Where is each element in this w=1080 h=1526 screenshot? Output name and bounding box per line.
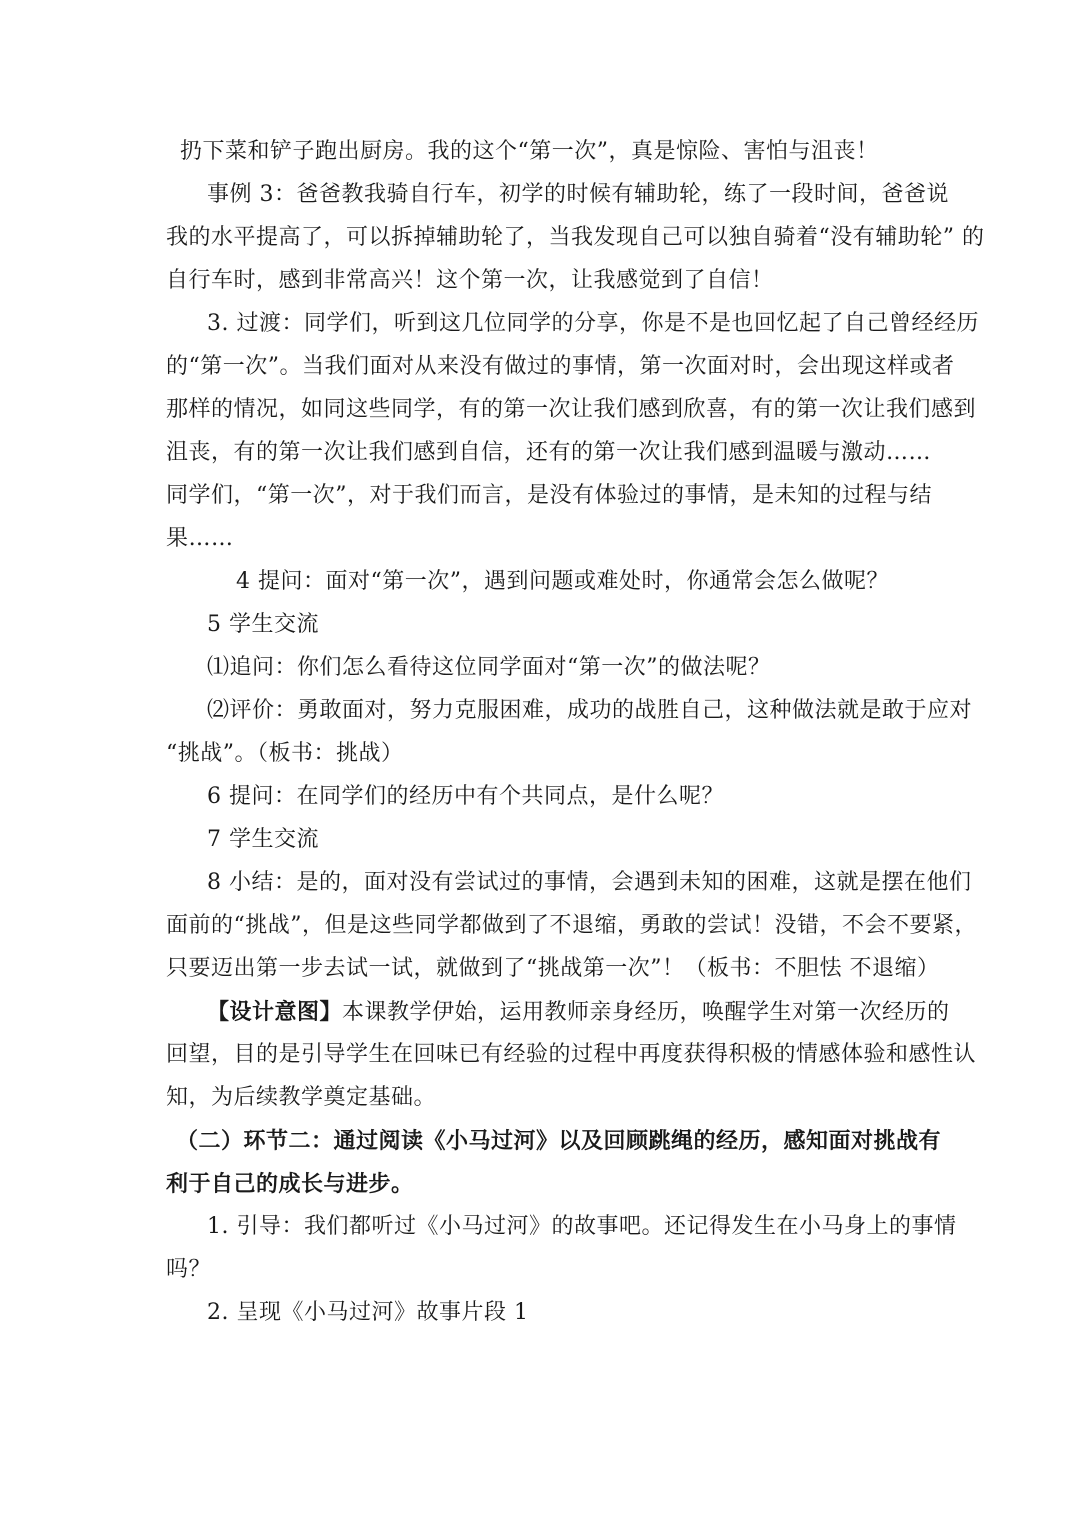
text-line-1: 扔下菜和铲子跑出厨房。我的这个“第一次”，真是惊险、害怕与沮丧！ — [180, 139, 879, 164]
text-line-9: 同学们，“第一次”，对于我们而言，是没有体验过的事情，是未知的过程与结 — [166, 483, 932, 508]
text-line-11: 4 提问：面对“第一次”，遇到问题或难处时，你通常会怎么做呢？ — [236, 569, 889, 594]
design-intent-line — [207, 997, 950, 1028]
text-line-10: 果…… — [166, 526, 234, 551]
text-line-19: 面前的“挑战”，但是这些同学都做到了不退缩，勇敢的尝试！没错，不会不要紧， — [166, 913, 977, 938]
section-heading-line-2: 利于自己的成长与进步。 — [166, 1171, 414, 1197]
text-line-3: 我的水平提高了，可以拆掉辅助轮了，当我发现自己可以独自骑着“没有辅助轮” 的 — [166, 225, 985, 250]
text-line-16: 6 提问：在同学们的经历中有个共同点，是什么呢？ — [207, 784, 724, 809]
text-line-7: 那样的情况，如同这些同学，有的第一次让我们感到欣喜，有的第一次让我们感到 — [166, 397, 977, 422]
text-line-13: ⑴追问：你们怎么看待这位同学面对“第一次”的做法呢？ — [207, 655, 771, 680]
text-line-17: 7 学生交流 — [207, 827, 319, 852]
text-line-26: 1. 引导：我们都听过《小马过河》的故事吧。还记得发生在小马身上的事情 — [207, 1214, 957, 1239]
text-line-27: 吗？ — [166, 1257, 212, 1282]
text-line-14: ⑵评价：勇敢面对，努力克服困难，成功的战胜自己，这种做法就是敢于应对 — [207, 698, 973, 723]
section-heading-line-1: （二）环节二：通过阅读《小马过河》以及回顾跳绳的经历，感知面对挑战有 — [176, 1128, 942, 1154]
text-line-5: 3. 过渡：同学们，听到这几位同学的分享，你是不是也回忆起了自己曾经经历 — [207, 311, 979, 336]
text-line-12: 5 学生交流 — [207, 612, 319, 637]
text-line-20: 只要迈出第一步去试一试，就做到了“挑战第一次”！（板书：不胆怯 不退缩） — [166, 956, 940, 981]
design-intent-text: 本课教学伊始，运用教师亲身经历，唤醒学生对第一次经历的 — [342, 1000, 950, 1025]
text-line-4: 自行车时，感到非常高兴！这个第一次，让我感觉到了自信！ — [166, 268, 774, 293]
text-line-18: 8 小结：是的，面对没有尝试过的事情，会遇到未知的困难，这就是摆在他们 — [207, 870, 972, 895]
text-line-6: 的“第一次”。当我们面对从来没有做过的事情，第一次面对时，会出现这样或者 — [166, 354, 955, 379]
text-line-2: 事例 3：爸爸教我骑自行车，初学的时候有辅助轮，练了一段时间，爸爸说 — [207, 182, 949, 207]
design-intent-label: 【设计意图】 — [207, 999, 343, 1025]
text-line-22: 回望，目的是引导学生在回味已有经验的过程中再度获得积极的情感体验和感性认 — [166, 1042, 977, 1067]
text-line-28: 2. 呈现《小马过河》故事片段 1 — [207, 1300, 529, 1325]
text-line-15: “挑战”。（板书：挑战） — [166, 741, 404, 766]
text-line-23: 知，为后续教学奠定基础。 — [166, 1085, 437, 1110]
text-line-8: 沮丧，有的第一次让我们感到自信，还有的第一次让我们感到温暖与激动…… — [166, 440, 932, 465]
